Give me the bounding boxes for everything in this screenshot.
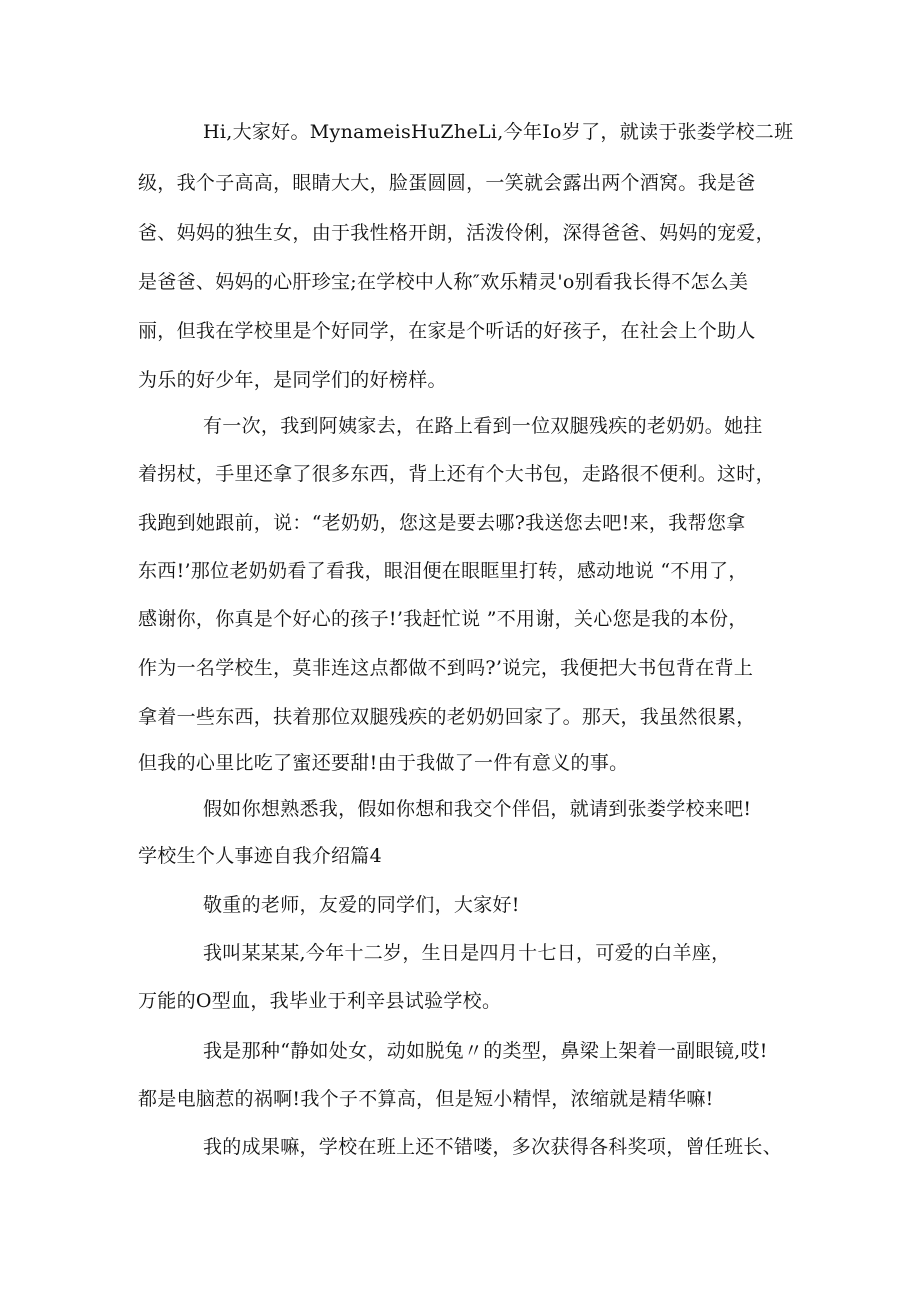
text-line: Hi,大家好。MynameisHuZheLi,今年Io岁了，就读于张娄学校二班 — [203, 121, 794, 143]
text-line: 着拐杖，手里还拿了很多东西，背上还有个大书包，走路很不便利。这时， — [138, 463, 775, 485]
text-line: 有一次，我到阿姨家去，在路上看到一位双腿残疾的老奶奶。她拄 — [203, 415, 763, 437]
text-line: 感谢你，你真是个好心的孩子!’我赶忙说 ”不用谢，关心您是我的本份， — [138, 608, 748, 630]
text-line: 是爸爸、妈妈的心肝珍宝;在学校中人称″欢乐精灵'o别看我长得不怎么美 — [138, 271, 749, 293]
text-line: 都是电脑惹的祸啊!我个子不算高，但是短小精悍，浓缩就是精华嘛! — [138, 1088, 714, 1110]
text-line: 我的成果嘛，学校在班上还不错喽，多次获得各科奖项，曾任班长、 — [203, 1136, 783, 1158]
text-line: 东西!’那位老奶奶看了看我，眼泪便在眼眶里打转，感动地说 “不用了， — [138, 560, 748, 582]
text-line: 但我的心里比吃了蜜还要甜!由于我做了一件有意义的事。 — [138, 752, 629, 774]
text-line: 爸、妈妈的独生女，由于我性格开朗，活泼伶俐，深得爸爸、妈妈的宠爱， — [138, 222, 775, 244]
text-line: 为乐的好少年，是同学们的好榜样。 — [138, 369, 447, 391]
text-line: 级，我个子高高，眼睛大大，脸蛋圆圆，一笑就会露出两个酒窝。我是爸 — [138, 172, 756, 194]
text-line: 我叫某某某,今年十二岁，生日是四月十七日，可爱的白羊座， — [203, 942, 731, 964]
text-line: 假如你想熟悉我，假如你想和我交个伴侣，就请到张娄学校来吧! — [203, 798, 752, 820]
section-heading: 学校生个人事迹自我介绍篇4 — [138, 845, 382, 867]
text-line: 我跑到她跟前，说：“老奶奶，您这是要去哪?我送您去吧!来，我帮您拿 — [138, 512, 746, 534]
text-line: 敬重的老师，友爱的同学们，大家好! — [203, 894, 520, 916]
text-line: 万能的O型血，我毕业于利辛县试验学校。 — [138, 990, 502, 1012]
text-line: 拿着一些东西，扶着那位双腿残疾的老奶奶回家了。那天，我虽然很累， — [138, 706, 756, 728]
text-line: 作为一名学校生，莫非连这点都做不到吗?’说完，我便把大书包背在背上 — [138, 657, 754, 679]
text-line: 我是那种“静如处女，动如脱兔〃的类型，鼻梁上架着一副眼镜,哎! — [203, 1040, 768, 1062]
text-line: 丽，但我在学校里是个好同学，在家是个听话的好孩子，在社会上个助人 — [138, 320, 756, 342]
